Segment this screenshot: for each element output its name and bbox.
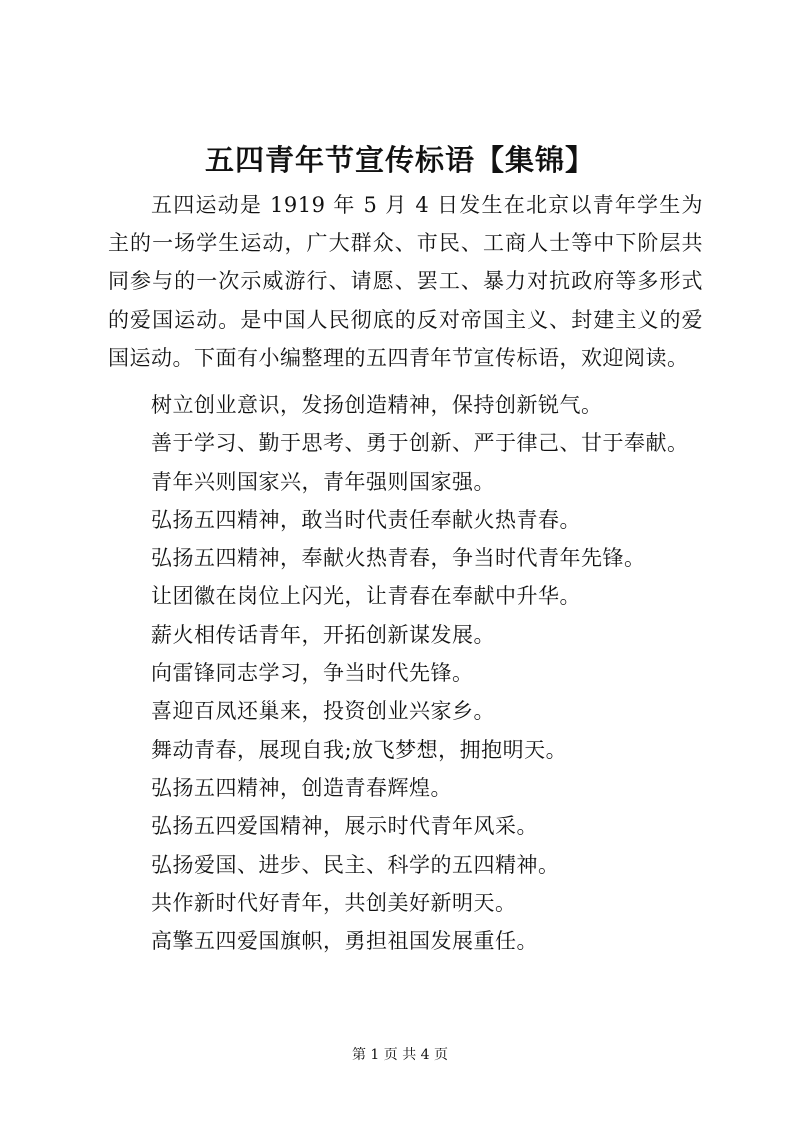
slogan-item: 青年兴则国家兴，青年强则国家强。	[151, 469, 495, 494]
slogan-item: 共作新时代好青年，共创美好新明天。	[151, 890, 517, 915]
slogan-list	[151, 386, 711, 960]
page-title: 五四青年节宣传标语【集锦】	[204, 143, 595, 177]
slogan-item: 弘扬五四精神，创造青春辉煌。	[151, 775, 452, 800]
slogan-item: 弘扬五四精神，敢当时代责任奉献火热青春。	[151, 507, 581, 532]
slogan-item: 向雷锋同志学习，争当时代先锋。	[151, 661, 474, 686]
slogan-item: 舞动青春，展现自我;放飞梦想，拥抱明天。	[151, 737, 568, 762]
slogan-item: 弘扬五四精神，奉献火热青春，争当时代青年先锋。	[151, 546, 646, 571]
slogan-item: 薪火相传话青年，开拓创新谋发展。	[151, 622, 495, 647]
intro-paragraph: 五四运动是 1919 年 5 月 4 日发生在北京以青年学生为主的一场学生运动，广大群众、市民、工商人士等中下阶层共同参与的一次示威游行、请愿、罢工、暴力对抗政府等多形式的爱国运动。是中国人民彻底的反对帝国主义、封建主义的爱国运动。下面有小编整理的五四青年节宣传标语，欢迎阅读。	[108, 193, 703, 370]
slogan-item: 善于学习、勤于思考、勇于创新、严于律己、甘于奉献。	[151, 431, 689, 456]
slogan-item: 树立创业意识，发扬创造精神，保持创新锐气。	[151, 393, 603, 417]
slogan-item: 让团徽在岗位上闪光，让青春在奉献中升华。	[151, 584, 581, 609]
slogan-item: 弘扬五四爱国精神，展示时代青年风采。	[151, 814, 538, 839]
page-footer: 第 1 页 共 4 页	[351, 1047, 449, 1063]
slogan-item: 喜迎百凤还巢来，投资创业兴家乡。	[151, 699, 495, 724]
slogan-item: 弘扬爱国、进步、民主、科学的五四精神。	[151, 852, 560, 877]
slogan-item: 高擎五四爱国旗帜，勇担祖国发展重任。	[151, 929, 538, 954]
